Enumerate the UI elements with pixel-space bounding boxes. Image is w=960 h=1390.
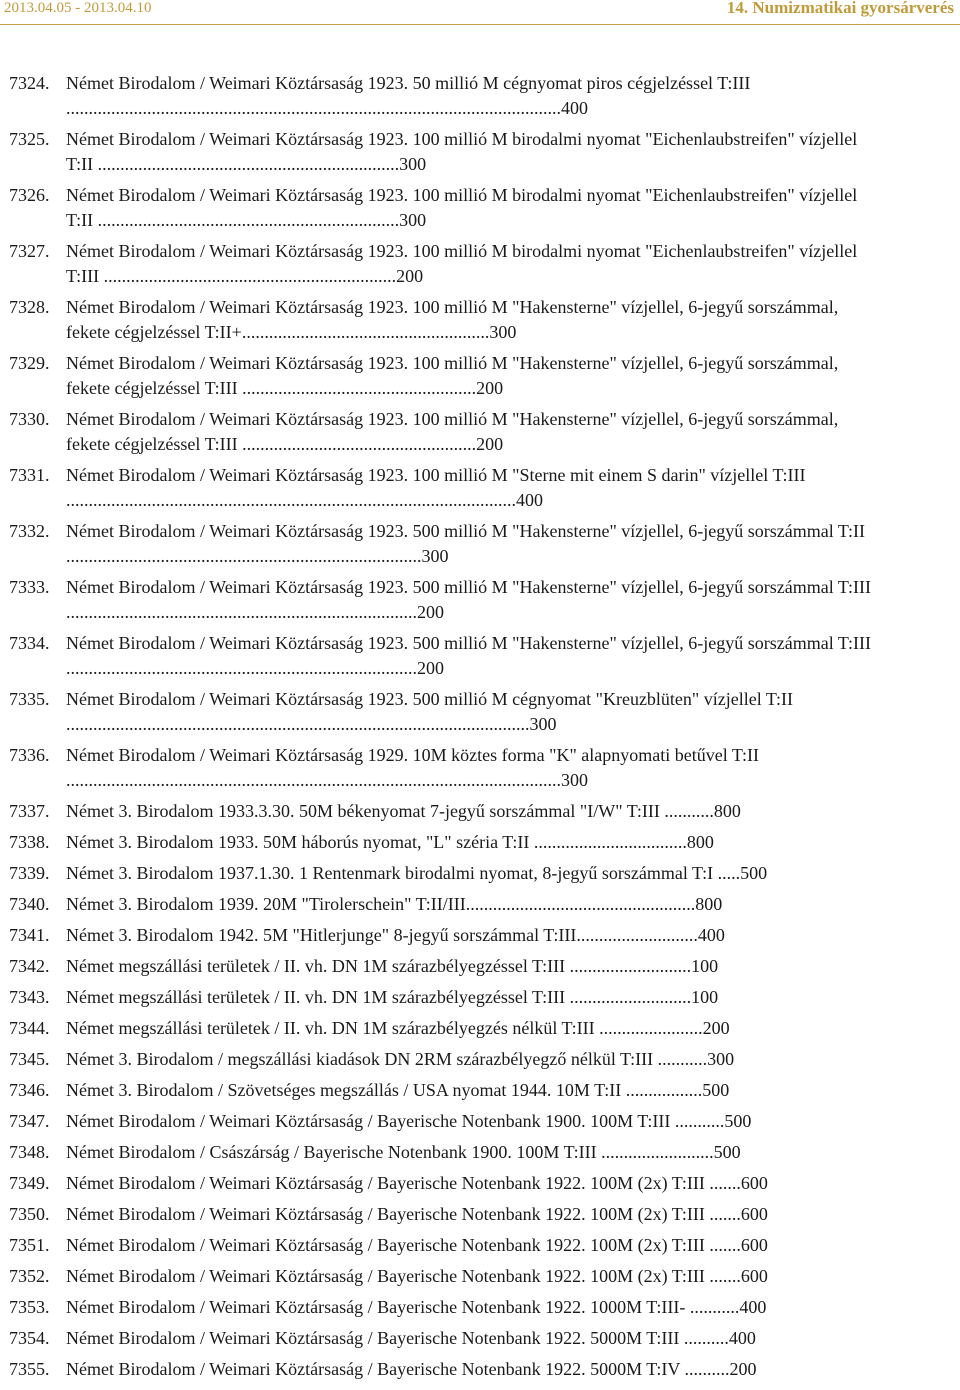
lot-item	[0, 830, 871, 855]
lot-number: 7330.	[9, 409, 50, 429]
lot-price: 400	[728, 1328, 756, 1348]
lot-item	[0, 351, 871, 401]
lot-leader-dots: ..............................................................................................................	[66, 770, 561, 790]
lot-number: 7351.	[9, 1235, 50, 1255]
lot-item	[0, 1202, 871, 1227]
lot-number: 7325.	[9, 129, 50, 149]
lot-description: Német 3. Birodalom 1942. 5M "Hitlerjunge" 8-jegyű sorszámmal T:III	[66, 925, 577, 945]
page-header	[0, 0, 960, 28]
lot-price: 400	[697, 925, 725, 945]
lot-number: 7342.	[9, 956, 50, 976]
lot-price: 600	[740, 1173, 768, 1193]
lot-leader-dots: ...........................	[569, 987, 692, 1007]
lot-price: 300	[489, 322, 517, 342]
lot-number: 7338.	[9, 832, 50, 852]
lot-price: 500	[713, 1142, 741, 1162]
lot-item	[0, 892, 871, 917]
lot-price: 300	[707, 1049, 735, 1069]
lot-price: 100	[691, 956, 719, 976]
auction-date-range: 2013.04.05 - 2013.04.10	[4, 0, 152, 16]
lot-leader-dots: ....................................................	[242, 434, 477, 454]
lot-description: Német 3. Birodalom 1937.1.30. 1 Rentenmark birodalmi nyomat, 8-jegyű sorszámmal T:I	[66, 863, 718, 883]
lot-item	[0, 985, 871, 1010]
lot-description: Német Birodalom / Weimari Köztársaság 1923. 500 millió M "Hakensterne" vízjellel, 6-jegyű sorszámmal T:II	[66, 521, 865, 541]
lot-description: Német Birodalom / Weimari Köztársaság / Bayerische Notenbank 1922. 1000M T:III-	[66, 1297, 690, 1317]
lot-item	[0, 295, 871, 345]
lot-leader-dots: ...........................	[576, 925, 698, 945]
lot-description: Német 3. Birodalom 1939. 20M "Tirolerschein" T:II/III	[66, 894, 466, 914]
lot-number: 7328.	[9, 297, 50, 317]
lot-description: Német Birodalom / Weimari Köztársaság 1923. 500 millió M cégnyomat "Kreuzblüten" vízjellel T:II	[66, 689, 794, 709]
lot-number: 7329.	[9, 353, 50, 373]
lot-description: Német Birodalom / Weimari Köztársaság 1923. 100 millió M birodalmi nyomat "Eichenlaubstreifen" vízjellel T:III	[66, 241, 858, 286]
lot-item	[0, 1264, 871, 1289]
lot-description: Német 3. Birodalom 1933. 50M háborús nyomat, "L" széria T:II	[66, 832, 534, 852]
lot-leader-dots: .......	[709, 1204, 741, 1224]
lot-item	[0, 1171, 871, 1196]
lot-number: 7340.	[9, 894, 50, 914]
lot-price: 200	[729, 1359, 757, 1379]
lot-price: 200	[476, 378, 504, 398]
lot-item	[0, 1016, 871, 1041]
lot-leader-dots: ..............................................................................	[66, 658, 417, 678]
lot-description: Német Birodalom / Weimari Köztársaság / Bayerische Notenbank 1922. 100M (2x) T:III	[66, 1235, 710, 1255]
lot-item	[0, 1357, 871, 1382]
lot-description: Német 3. Birodalom / Szövetséges megszállás / USA nyomat 1944. 10M T:II	[66, 1080, 626, 1100]
lot-number: 7333.	[9, 577, 50, 597]
lot-number: 7343.	[9, 987, 50, 1007]
lot-price: 500	[724, 1111, 752, 1131]
lot-number: 7353.	[9, 1297, 50, 1317]
lot-price: 100	[691, 987, 719, 1007]
lot-leader-dots: .......................................................................................................	[66, 714, 530, 734]
lot-item	[0, 519, 871, 569]
lot-description: Német 3. Birodalom / megszállási kiadások DN 2RM szárazbélyegző nélkül T:III	[66, 1049, 658, 1069]
auction-title: 14. Numizmatikai gyorsárverés	[726, 0, 954, 17]
lot-description: Német Birodalom / Weimari Köztársaság 1923. 100 millió M birodalmi nyomat "Eichenlaubstreifen" vízjellel T:II	[66, 129, 858, 174]
lot-leader-dots: .......................................................	[241, 322, 490, 342]
lot-leader-dots: ...................................................................	[97, 210, 400, 230]
lot-price: 200	[702, 1018, 730, 1038]
lot-price: 300	[529, 714, 557, 734]
lot-description: Német Birodalom / Weimari Köztársaság 1923. 50 millió M cégnyomat piros cégjelzéssel T:III	[66, 73, 751, 93]
lot-description: Német Birodalom / Császárság / Bayerische Notenbank 1900. 100M T:III	[66, 1142, 602, 1162]
lot-leader-dots: ..........	[683, 1328, 729, 1348]
lot-item	[0, 687, 871, 737]
lot-item	[0, 799, 871, 824]
lot-description: Német Birodalom / Weimari Köztársaság 1923. 500 millió M "Hakensterne" vízjellel, 6-jegyű sorszámmal T:III	[66, 577, 871, 597]
lot-leader-dots: .......	[709, 1173, 741, 1193]
lot-number: 7341.	[9, 925, 50, 945]
lot-number: 7326.	[9, 185, 50, 205]
lot-number: 7337.	[9, 801, 50, 821]
lot-item	[0, 1140, 871, 1165]
lot-description: Német Birodalom / Weimari Köztársaság 1923. 100 millió M "Sterne mit einem S darin" vízjellel T:III	[66, 465, 806, 485]
lot-price: 400	[516, 490, 543, 510]
lot-number: 7352.	[9, 1266, 50, 1286]
lot-description: Német Birodalom / Weimari Köztársaság 1929. 10M köztes forma "K" alapnyomati betűvel T:II	[66, 745, 760, 765]
lot-number: 7335.	[9, 689, 50, 709]
lot-leader-dots: ..............................................................................................................	[66, 98, 561, 118]
lot-price: 800	[695, 894, 723, 914]
lot-item	[0, 239, 871, 289]
lot-leader-dots: ...........................	[569, 956, 692, 976]
lot-item	[0, 71, 871, 121]
lot-item	[0, 575, 871, 625]
lot-leader-dots: ...................................................................	[97, 154, 400, 174]
lot-price: 200	[417, 602, 444, 622]
lot-leader-dots: .......	[709, 1235, 741, 1255]
lot-number: 7334.	[9, 633, 50, 653]
lot-item	[0, 463, 871, 513]
lot-leader-dots: .......	[709, 1266, 741, 1286]
lot-list	[0, 71, 960, 1388]
lot-price: 300	[399, 210, 427, 230]
lot-price: 500	[740, 863, 768, 883]
lot-description: Német Birodalom / Weimari Köztársaság / Bayerische Notenbank 1922. 100M (2x) T:III	[66, 1266, 710, 1286]
lot-description: Német 3. Birodalom 1933.3.30. 50M békenyomat 7-jegyű sorszámmal "I/W" T:III	[66, 801, 665, 821]
lot-price: 200	[476, 434, 504, 454]
lot-leader-dots: .................	[625, 1080, 703, 1100]
lot-item	[0, 127, 871, 177]
lot-leader-dots: ..........	[684, 1359, 730, 1379]
lot-description: Német Birodalom / Weimari Köztársaság 1923. 500 millió M "Hakensterne" vízjellel, 6-jegyű sorszámmal T:III	[66, 633, 871, 653]
lot-description: Német Birodalom / Weimari Köztársaság / Bayerische Notenbank 1900. 100M T:III	[66, 1111, 675, 1131]
lot-description: Német megszállási területek / II. vh. DN 1M szárazbélyegzéssel T:III	[66, 987, 570, 1007]
lot-description: Német Birodalom / Weimari Köztársaság 1923. 100 millió M "Hakensterne" vízjellel, 6-jegyű sorszámmal, fekete cégjelzéssel T:III	[66, 353, 839, 398]
lot-leader-dots: ...........	[689, 1297, 740, 1317]
lot-number: 7339.	[9, 863, 50, 883]
lot-item	[0, 1109, 871, 1134]
lot-item	[0, 743, 871, 793]
lot-number: 7324.	[9, 73, 50, 93]
lot-item	[0, 1295, 871, 1320]
lot-price: 400	[739, 1297, 767, 1317]
lot-price: 200	[417, 658, 444, 678]
lot-price: 600	[740, 1235, 768, 1255]
header-divider	[0, 24, 960, 25]
lot-leader-dots: .........................	[601, 1142, 714, 1162]
lot-leader-dots: ....................................................................................................	[66, 490, 516, 510]
lot-description: Német Birodalom / Weimari Köztársaság / Bayerische Notenbank 1922. 5000M T:III	[66, 1328, 684, 1348]
lot-leader-dots: .................................................................	[103, 266, 397, 286]
lot-number: 7347.	[9, 1111, 50, 1131]
lot-number: 7327.	[9, 241, 50, 261]
lot-description: Német megszállási területek / II. vh. DN 1M szárazbélyegzéssel T:III	[66, 956, 570, 976]
lot-item	[0, 1078, 871, 1103]
lot-leader-dots: ..............................................................................	[66, 602, 417, 622]
lot-item	[0, 923, 871, 948]
lot-number: 7355.	[9, 1359, 50, 1379]
lot-description: Német Birodalom / Weimari Köztársaság 1923. 100 millió M "Hakensterne" vízjellel, 6-jegyű sorszámmal, fekete cégjelzéssel T:III	[66, 409, 839, 454]
lot-leader-dots: ...........	[674, 1111, 725, 1131]
lot-description: Német Birodalom / Weimari Köztársaság 1923. 100 millió M birodalmi nyomat "Eichenlaubstreifen" vízjellel T:II	[66, 185, 858, 230]
lot-price: 800	[713, 801, 741, 821]
lot-price: 600	[740, 1204, 768, 1224]
lot-number: 7348.	[9, 1142, 50, 1162]
lot-price: 200	[396, 266, 424, 286]
lot-leader-dots: ...................................................	[465, 894, 696, 914]
lot-price: 300	[399, 154, 427, 174]
lot-item	[0, 1233, 871, 1258]
lot-number: 7345.	[9, 1049, 50, 1069]
lot-price: 500	[702, 1080, 730, 1100]
lot-number: 7350.	[9, 1204, 50, 1224]
lot-leader-dots: ..................................	[533, 832, 687, 852]
lot-number: 7344.	[9, 1018, 50, 1038]
lot-price: 800	[686, 832, 714, 852]
lot-description: Német Birodalom / Weimari Köztársaság 1923. 100 millió M "Hakensterne" vízjellel, 6-jegyű sorszámmal, fekete cégjelzéssel T:II+	[66, 297, 839, 342]
lot-item	[0, 1326, 871, 1351]
lot-number: 7332.	[9, 521, 50, 541]
lot-description: Német Birodalom / Weimari Köztársaság / Bayerische Notenbank 1922. 100M (2x) T:III	[66, 1204, 710, 1224]
lot-number: 7349.	[9, 1173, 50, 1193]
lot-price: 300	[421, 546, 449, 566]
lot-number: 7346.	[9, 1080, 50, 1100]
lot-number: 7331.	[9, 465, 50, 485]
lot-number: 7354.	[9, 1328, 50, 1348]
lot-item	[0, 183, 871, 233]
lot-item	[0, 1047, 871, 1072]
lot-item	[0, 954, 871, 979]
lot-price: 600	[740, 1266, 768, 1286]
lot-leader-dots: ...............................................................................	[66, 546, 422, 566]
lot-leader-dots: ....................................................	[242, 378, 477, 398]
lot-leader-dots: .....	[717, 863, 741, 883]
lot-item	[0, 631, 871, 681]
lot-item	[0, 407, 871, 457]
lot-leader-dots: ...........	[664, 801, 714, 821]
lot-leader-dots: .......................	[599, 1018, 703, 1038]
lot-description: Német Birodalom / Weimari Köztársaság / Bayerische Notenbank 1922. 100M (2x) T:III	[66, 1173, 710, 1193]
lot-description: Német megszállási területek / II. vh. DN 1M szárazbélyegzés nélkül T:III	[66, 1018, 600, 1038]
lot-item	[0, 861, 871, 886]
lot-price: 400	[561, 98, 588, 118]
lot-description: Német Birodalom / Weimari Köztársaság / Bayerische Notenbank 1922. 5000M T:IV	[66, 1359, 685, 1379]
lot-leader-dots: ...........	[657, 1049, 708, 1069]
lot-number: 7336.	[9, 745, 50, 765]
lot-price: 300	[561, 770, 588, 790]
